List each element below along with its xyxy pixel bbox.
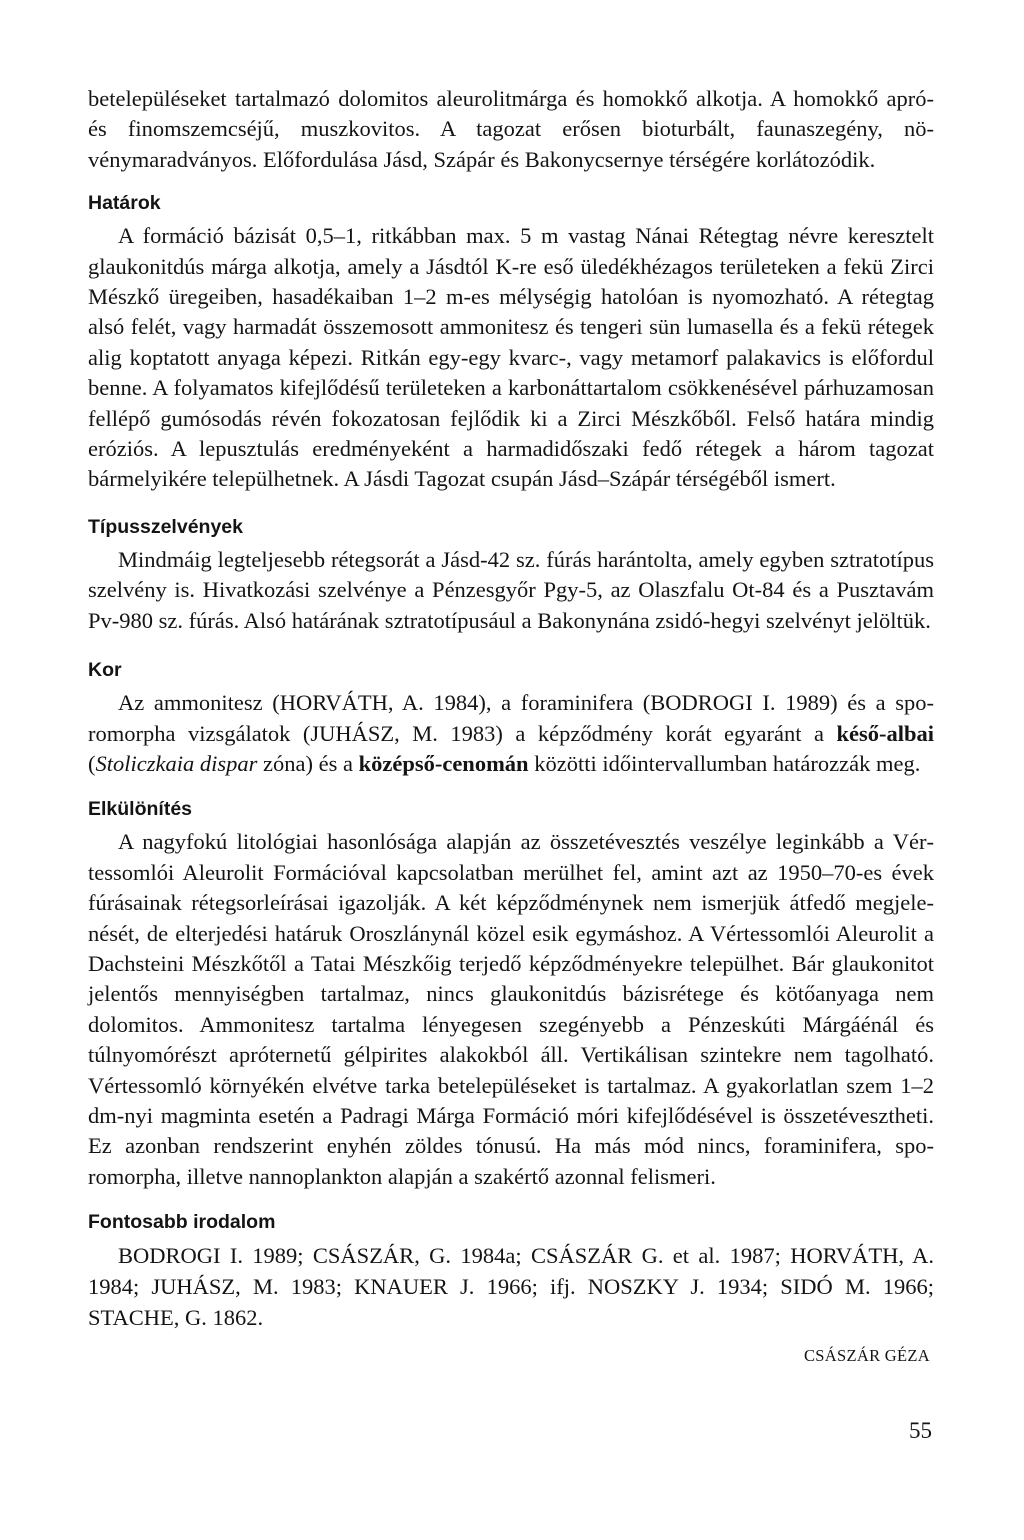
- section-heading-kor: Kor: [88, 659, 122, 682]
- kor-text-1: Az ammonitesz (HORVÁTH, A. 1984), a foraminifera (BODROGI I. 1989) és a sporomorpha vizsgálatok (JUHÁSZ, M. 1983) a képződmény korát egyaránt a: [88, 690, 934, 746]
- section-heading-hatarok: Határok: [88, 192, 161, 215]
- section-heading-elkulonites: Elkülönítés: [88, 798, 193, 821]
- kor-text-3: zóna) és a: [257, 750, 359, 776]
- kor-text-2: (: [88, 750, 96, 776]
- kor-bold-late-albian: késő-albai: [836, 720, 934, 746]
- irodalom-paragraph: BODROGI I. 1989; CSÁSZÁR, G. 1984a; CSÁSZÁR G. et al. 1987; HORVÁTH, A. 1984; JUHÁSZ, M. 1983; KNAUER J. 1966; ifj. NOSZKY J. 1934; SIDÓ M. 1966; STACHE, G. 1862.: [88, 1243, 934, 1331]
- elkulonites-paragraph: A nagyfokú litológiai hasonlósága alapján az összetévesztés veszélye leginkább a Vértessomlói Aleurolit Formációval kapcsolatban merülhet fel, amint azt az 1950–70-es évek fúrásainak rétegsorleírásai igazolják. A két képződménynek nem ismerjük átfedő megjelenését, de elterjedési határuk Oroszlánynál közel esik egymáshoz. A Vértessomlói Aleurolit a Dachsteini Mészkőtől a Tatai Mészkőig terjedő képződményekre települhet. Bár glaukonitot jelentős mennyiségben tartalmaz, nincs glaukonitdús bázisrétege és kötőanyaga nem dolomitos. Ammonitesz tartalma lényegesen szegényebb a Pénzeskúti Márgáénál és túlnyomórészt apróternetű gélpirites alakokból áll. Vertikálisan szintekre nem tagolható. Vértessomló környékén elvétve tarka betelepüléseket is tartalmaz. A gyakorlatlan szem 1–2 dm-nyi magminta esetén a Padragi Márga Formáció móri kifejlődésével is összetévesztheti. Ez azonban rendszerint enyhén zöldes tónusú. Ha más mód nincs, foraminifera, sporomorpha, illetve nannoplankton alapján a szakértő azonnal felismeri.: [88, 829, 934, 1189]
- section-heading-tipusszelvenyek: Típusszelvények: [88, 515, 243, 538]
- section-heading-irodalom: Fontosabb irodalom: [88, 1211, 276, 1234]
- intro-paragraph: betelepüléseket tartalmazó dolomitos aleurolitmárga és homokkő alkotja. A homokkő apró- és finomszemcséjű, muszkovitos. A tagozat erősen bioturbált, faunaszegény, növénymaradványos. Előfordulása Jásd, Szápár és Bakonycsernye térségére korlátozódik.: [88, 86, 934, 172]
- tipusszelvenyek-paragraph: Mindmáig legteljesebb rétegsorát a Jásd-42 sz. fúrás harántolta, amely egyben sztratotípus szelvény is. Hivatkozási szelvénye a Pénzesgyőr Pgy-5, az Olaszfalu Ot-84 és a Pusztavám Pv-980 sz. fúrás. Alsó határának sztratotípusául a Bakonynána zsidó-hegyi szelvényt jelöltük.: [88, 546, 934, 633]
- page-number: 55: [909, 1418, 932, 1443]
- author-signature: CSÁSZÁR GÉZA: [804, 1346, 930, 1365]
- kor-italic-zone-name: Stoliczkaia dispar: [95, 750, 258, 776]
- kor-paragraph: [88, 688, 934, 779]
- hatarok-paragraph: A formáció bázisát 0,5–1, ritkábban max. 5 m vastag Nánai Rétegtag névre keresztelt glaukonitdús márga alkotja, amely a Jásdtól K-re eső üledékhézagos területeken a fekü Zirci Mészkő üregeiben, hasadékaiban 1–2 m-es mélységig hatolóan is nyomozható. A rétegtag alsó felét, vagy harmadát összemosott ammonitesz és tengeri sün lumasella és a fekü rétegek alig koptatott anyaga képezi. Ritkán egy-egy kvarc-, vagy metamorf palakavics is előfordul benne. A folyamatos kifejlődésű területeken a karbonáttartalom csökkenésével párhuzamosan fellépő gumósodás révén fokozatosan fejlődik ki a Zirci Mészkőből. Felső határa mindig eróziós. A lepusztulás eredményeként a harmadidőszaki fedő rétegek a három tagozat bármelyikére települhetnek. A Jásdi Tagozat csupán Jásd–Szápár térségéből ismert.: [88, 223, 934, 492]
- kor-text-4: közötti időintervallumban határozzák meg.: [528, 750, 921, 776]
- kor-bold-middle-cenomanian: középső-cenomán: [358, 750, 529, 776]
